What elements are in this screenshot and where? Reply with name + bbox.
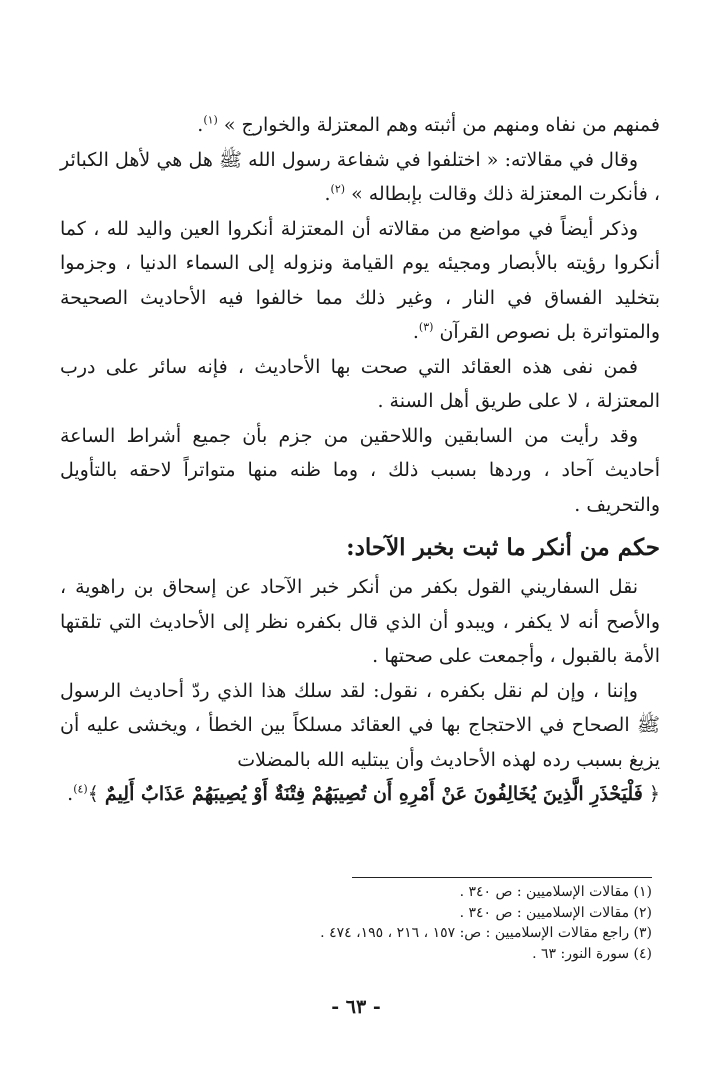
paragraph-1 bbox=[60, 108, 660, 143]
footnote-ref-3: (٣) bbox=[418, 320, 434, 334]
paragraph-3-text: وذكر أيضاً في مواضع من مقالاته أن المعتزلة أنكروا العين واليد لله ، كما أنكروا رؤيته بالأبصار ومجيئه يوم القيامة ونزوله إلى السماء الدنيا ، وجزموا بتخليد الفساق في النار ، وغير ذلك مما خالفوا فيه الأحاديث الصحيحة والمتواترة بل نصوص القرآن bbox=[60, 217, 660, 343]
footnote-1: (١) مقالات الإسلاميين : ص ٣٤٠ . bbox=[459, 884, 652, 900]
footnote-ref-1: (١) bbox=[203, 113, 218, 127]
quran-open-bracket: ﴿ bbox=[642, 783, 660, 805]
main-text bbox=[60, 108, 660, 812]
paragraph-1-text: فمنهم من نفاه ومنهم من أثبته وهم المعتزلة والخوارج » bbox=[217, 114, 660, 136]
paragraph-2-end: . bbox=[324, 183, 331, 205]
paragraph-5: وقد رأيت من السابقين واللاحقين من جزم بأن جميع أشراط الساعة أحاديث آحاد ، وردها بسبب ذلك ، وما ظنه منها متواتراً لاحقه بالتأويل والتحريف . bbox=[60, 424, 660, 516]
footnote-ref-2: (٢) bbox=[330, 182, 346, 196]
paragraph-6: نقل السفاريني القول بكفر من أنكر خبر الآحاد عن إسحاق بن راهوية ، والأصح أنه لا يكفر ، ويبدو أن الذي قال بكفره نظر إلى الأحاديث التي تلقتها الأمة بالقبول ، وأجمعت على صحتها . bbox=[60, 576, 660, 667]
footnote-divider bbox=[352, 877, 652, 878]
paragraph-7: وإننا ، وإن لم نقل بكفره ، نقول: لقد سلك هذا الذي ردّ أحاديث الرسول ﷺ الصحاح في الاحتجاج بها في العقائد مسلكاً بين الخطأ ، ويخشى عليه أن يزيغ بسبب رده لهذه الأحاديث وأن يبتليه الله بالمضلات bbox=[60, 679, 660, 771]
paragraph-4: فمن نفى هذه العقائد التي صحت بها الأحاديث ، فإنه سائر على درب المعتزلة ، لا على طريق أهل السنة . bbox=[60, 355, 660, 412]
footnote-2: (٢) مقالات الإسلاميين : ص ٣٤٠ . bbox=[459, 904, 652, 921]
paragraph-3 bbox=[60, 212, 660, 350]
quran-verse-text: فَلْيَحْذَرِ الَّذِينَ يُخَالِفُونَ عَنْ أَمْرِهِ أَن تُصِيبَهُمْ فِتْنَةٌ أَوْ يُصِيبَهُمْ عَذَابٌ أَلِيمٌ bbox=[104, 783, 643, 805]
paragraph-3-end: . bbox=[412, 321, 419, 343]
quran-verse bbox=[60, 777, 660, 812]
paragraph-2 bbox=[60, 143, 660, 212]
footnotes bbox=[52, 882, 652, 964]
paragraph-1-end: . bbox=[197, 114, 204, 136]
quran-end: . bbox=[67, 783, 74, 805]
footnote-4: (٤) سورة النور: ٦٣ . bbox=[532, 945, 652, 962]
footnote-3: (٣) راجع مقالات الإسلاميين : ص: ١٥٧ ، ٢١٦ ، ١٩٥، ٤٧٤ . bbox=[320, 925, 652, 941]
paragraph-2-text: وقال في مقالاته: « اختلفوا في شفاعة رسول الله ﷺ هل هي لأهل الكبائر ، فأنكرت المعتزلة ذلك وقالت بإبطاله » bbox=[60, 148, 660, 205]
quran-close-bracket: ﴾ bbox=[87, 783, 105, 805]
page-number: - ٦٣ - bbox=[331, 996, 381, 1018]
footnote-ref-4: (٤) bbox=[73, 782, 88, 796]
section-heading: حكم من أنكر ما ثبت بخبر الآحاد: bbox=[346, 534, 660, 561]
